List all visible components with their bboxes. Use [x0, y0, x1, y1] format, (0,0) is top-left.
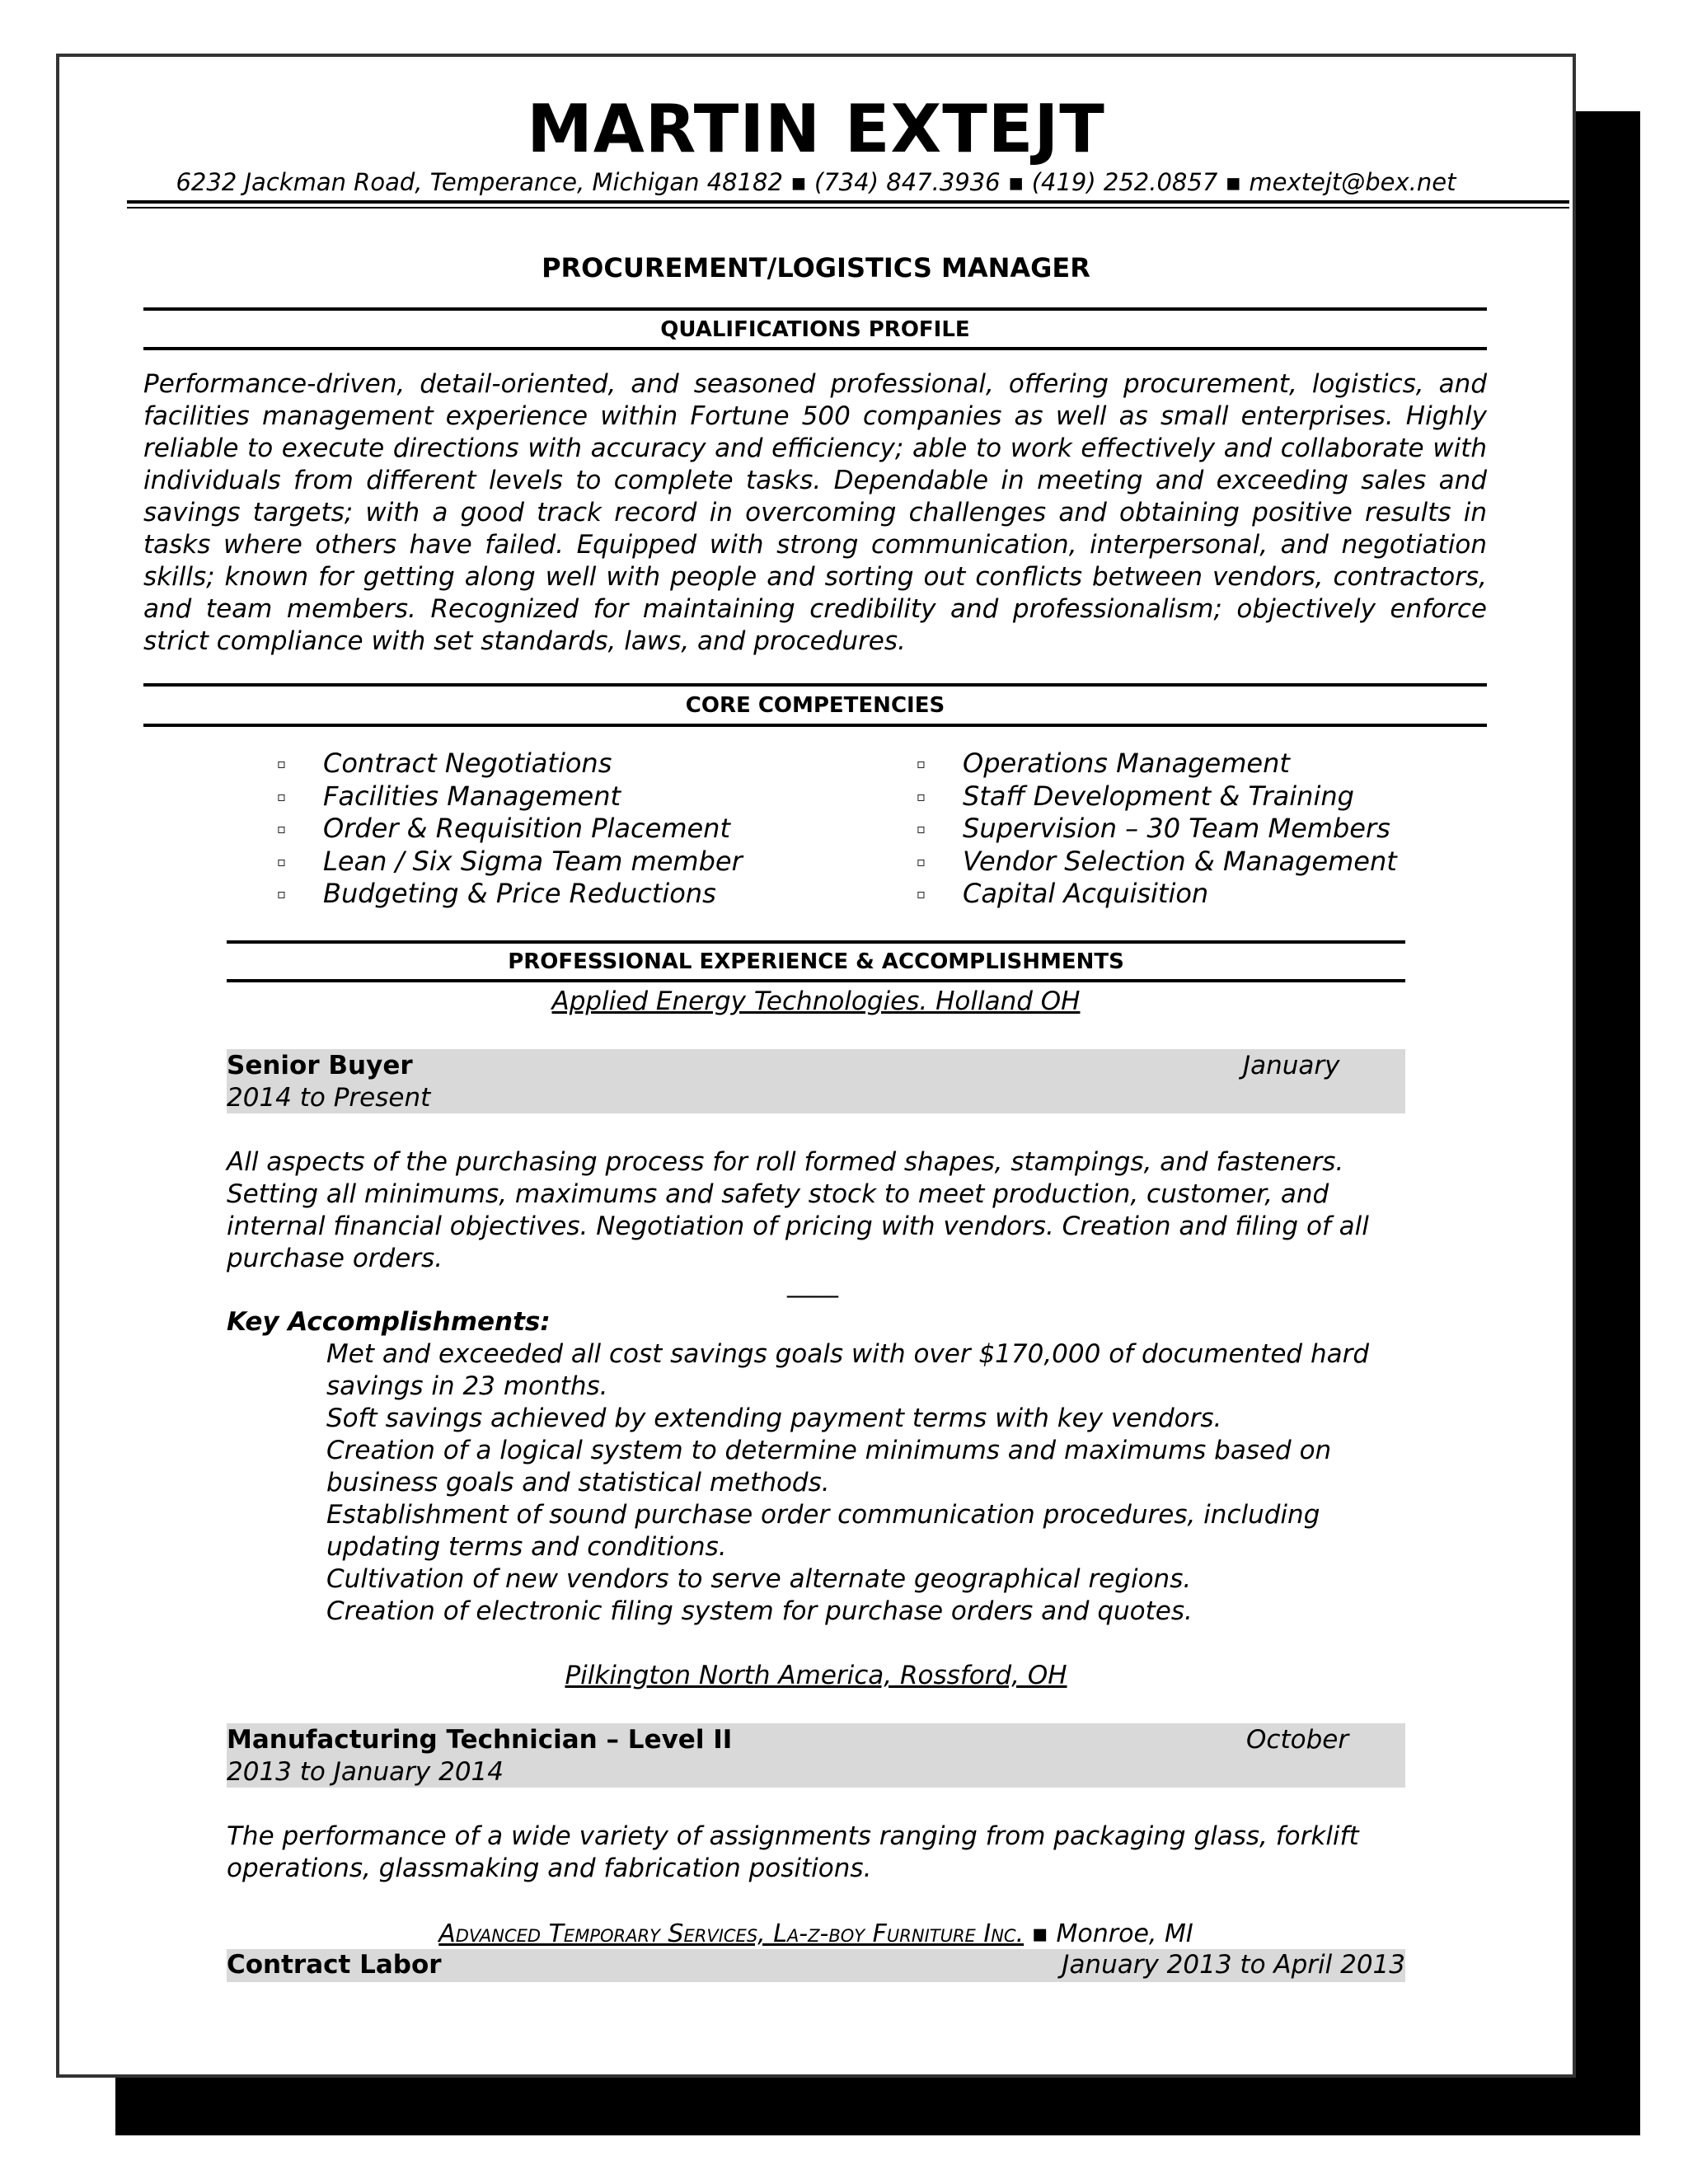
list-item: Creation of a logical system to determine minimums and maximums based on business goals and statistical methods. — [326, 1436, 1332, 1497]
accomplishments-label: Key Accomplishments: — [227, 1307, 551, 1337]
list-item: Creation of electronic filing system for purchase orders and quotes. — [326, 1596, 1193, 1626]
list-item — [277, 780, 743, 813]
job-title: Manufacturing Technician – Level II — [227, 1725, 733, 1755]
competencies-heading: CORE COMPETENCIES — [685, 693, 945, 718]
competency: Supervision – 30 Team Members — [963, 813, 1390, 844]
list-item: Establishment of sound purchase order communication procedures, including updating terms and conditions. — [326, 1500, 1320, 1562]
list-item: Soft savings achieved by extending payment terms with key vendors. — [326, 1404, 1222, 1433]
experience-bottom-rule — [227, 979, 1405, 982]
accomplishments-list — [326, 1338, 1390, 1628]
square-bullet-icon: ▫ — [917, 886, 926, 902]
list-item — [917, 748, 1397, 780]
job-title: Contract Labor — [227, 1950, 442, 1980]
contact-line: 6232 Jackman Road, Temperance, Michigan 48182 ▪ (734) 847.3936 ▪ (419) 252.0857 ▪ mextejt@bex.net — [176, 168, 1456, 196]
competency: Vendor Selection & Management — [963, 845, 1397, 877]
job-date-start: October — [1246, 1725, 1349, 1755]
job-description: The performance of a wide variety of assignments ranging from packaging glass, forklift operations, glassmaking and fabrication positions. — [227, 1821, 1359, 1883]
list-item — [277, 748, 743, 780]
company-location: ▪ Monroe, MI — [1024, 1919, 1193, 1948]
company-name: Advanced Temporary Services, La-z-boy Furniture Inc. — [438, 1919, 1025, 1948]
resume-page — [56, 54, 1576, 2078]
square-bullet-icon: ▫ — [917, 788, 926, 804]
qualifications-text: Performance-driven, detail-oriented, and seasoned professional, offering procurement, logistics, and facilities management experience within Fortune 500 companies as well as small enterprises. Highly reliable to execute directions with accuracy and efficiency; able to work effectively and collaborate with individuals from different levels to complete tasks. Dependable in meeting and exceeding sales and savings targets; with a good track record in overcoming challenges and obtaining positive results in tasks where others have failed. Equipped with strong communication, interpersonal, and negotiation skills; known for getting along well with people and sorting out conflicts between vendors, contractors, and team members. Recognized for maintaining credibility and professionalism; objectively enforce strict compliance with set standards, laws, and procedures. — [143, 369, 1487, 656]
qualifications-heading: QUALIFICATIONS PROFILE — [660, 317, 970, 342]
competency: Contract Negotiations — [323, 748, 612, 779]
company-name: Pilkington North America, Rossford, OH — [565, 1661, 1067, 1690]
list-item — [277, 846, 743, 879]
company-name: Applied Energy Technologies. Holland OH — [551, 987, 1081, 1016]
square-bullet-icon: ▫ — [917, 821, 926, 837]
square-bullet-icon: ▫ — [277, 886, 286, 902]
company-line — [227, 1919, 1405, 1948]
list-item — [917, 846, 1397, 879]
job-date-range: January 2013 to April 2013 — [1062, 1950, 1405, 1980]
separator-line: ____ — [787, 1268, 838, 1298]
list-item — [917, 780, 1397, 813]
qualifications-bottom-rule — [143, 347, 1487, 350]
competencies-top-rule — [143, 683, 1487, 687]
competencies-bottom-rule — [143, 724, 1487, 727]
square-bullet-icon: ▫ — [277, 853, 286, 869]
header-rule-thin — [127, 207, 1569, 209]
list-item — [277, 878, 743, 911]
experience-top-rule — [227, 940, 1405, 944]
job-date-start: January — [1243, 1051, 1340, 1080]
qualifications-top-rule — [143, 307, 1487, 311]
square-bullet-icon: ▫ — [277, 821, 286, 837]
square-bullet-icon: ▫ — [277, 788, 286, 804]
list-item — [917, 878, 1397, 911]
job-date-range: 2014 to Present — [227, 1083, 431, 1113]
competency: Capital Acquisition — [963, 878, 1209, 909]
competencies-left-list — [277, 748, 743, 911]
square-bullet-icon: ▫ — [917, 756, 926, 771]
competency: Order & Requisition Placement — [323, 813, 730, 844]
competency: Facilities Management — [323, 780, 621, 812]
competency: Lean / Six Sigma Team member — [323, 845, 743, 877]
header-rule-thick — [127, 200, 1569, 204]
list-item — [917, 813, 1397, 846]
competencies-right-list — [917, 748, 1397, 911]
candidate-name: MARTIN EXTEJT — [527, 91, 1105, 167]
job-date-range: 2013 to January 2014 — [227, 1757, 504, 1787]
job-description: All aspects of the purchasing process for roll formed shapes, stampings, and fasteners. Setting all minimums, maximums and safety stock to meet production, customer, and internal financial objectives. Negotiation of pricing with vendors. Creation and filing of all purchase orders. — [227, 1147, 1369, 1273]
experience-heading: PROFESSIONAL EXPERIENCE & ACCOMPLISHMENTS — [508, 949, 1124, 974]
list-item: Met and exceeded all cost savings goals with over $170,000 of documented hard savings in 23 months. — [326, 1339, 1370, 1401]
list-item — [277, 813, 743, 846]
job-title: Senior Buyer — [227, 1051, 413, 1080]
square-bullet-icon: ▫ — [917, 853, 926, 869]
competency: Operations Management — [963, 748, 1290, 779]
competency: Budgeting & Price Reductions — [323, 878, 716, 909]
list-item: Cultivation of new vendors to serve alternate geographical regions. — [326, 1564, 1192, 1594]
square-bullet-icon: ▫ — [277, 756, 286, 771]
competency: Staff Development & Training — [963, 780, 1354, 812]
target-title: PROCUREMENT/LOGISTICS MANAGER — [542, 252, 1090, 284]
